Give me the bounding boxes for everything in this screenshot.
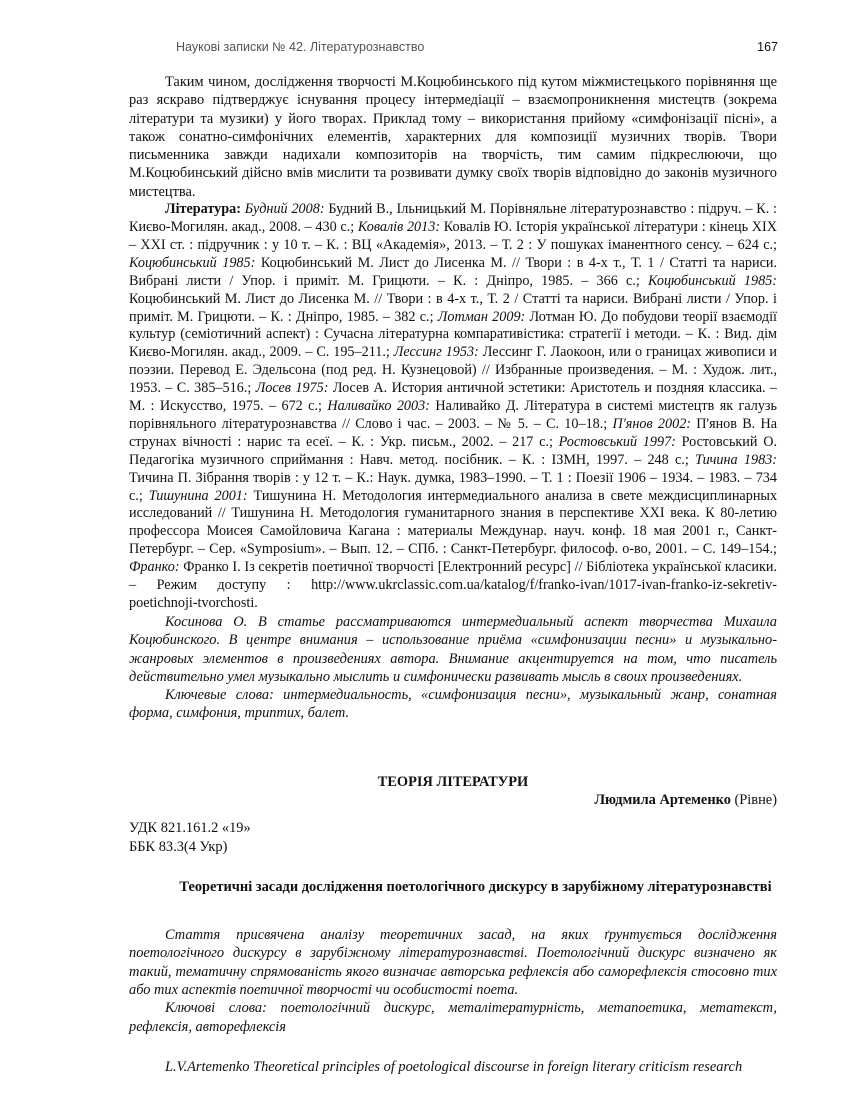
literature-list (129, 201, 777, 613)
reference-text: Лосев А. История античной эстетики: Аристотель и поздняя классика. – М. : Искусство, 1975. – 672 с.; (129, 380, 778, 415)
section-title: ТЕОРІЯ ЛІТЕРАТУРИ (377, 773, 529, 790)
reference-key: Коцюбинський 1985: (129, 254, 256, 271)
author-city: (Рівне) (734, 792, 777, 808)
reference-text: Франко І. Із секретів поетичної творчості [Електронний ресурс] // Бібліотека української класики. – Режим доступу : http://www.ukrclassic.com.ua/katalog/f/franko-ivan/1017-ivan-franko-iz-sekretiv-poetichnoji-tvorchosti. (129, 559, 778, 612)
reference-text: Лотман Ю. До побудови теорії взаємодії культур (семіотичний аспект) : Сучасна літературна компаративістика: стратегії і методи. – К. : Вид. дім Києво-Могилян. акад., 2009. – С. 195–211.; (129, 308, 777, 361)
keywords: Ключові слова: поетологічний дискурс, металітературність, метапоетика, метатекст, рефлексія, авторефлексія (129, 1000, 777, 1035)
english-title: L.V.Artemenko Theoretical principles of poetological discourse in foreign literary criticism research (165, 1058, 743, 1075)
reference-text: Коцюбинський М. Лист до Лисенка М. // Твори : в 4-х т., Т. 1 / Статті та нариси. Вибрані листи / Упор. і приміт. М. Грицюти. – К. : Дніпро, 1985. – 366 с.; (129, 254, 778, 289)
reference-key: П'янов 2002: (612, 415, 692, 432)
russian-keywords: Ключевые слова: интермедиальность, «симфонизация песни», музыкальный жанр, сонатная форма, симфония, триптих, балет. (129, 687, 777, 722)
reference-text: Лессинг Г. Лаокоон, или о границах живописи и поэзии. Перевод Е. Эдельсона (под ред. Н. Кузнецовой) // Избранные произведения. – М. : Худож. лит., 1953. – С. 385–516.; (129, 344, 778, 397)
reference-key: Ростовський 1997: (558, 433, 676, 450)
literature-label: Література: (165, 201, 241, 218)
russian-abstract: Косинова О. В статье рассматриваются интермедиальный аспект творчества Михаила Коцюбинского. В центре внимания – использование приёма «симфонизации песни» и музыкально-жанровых элементов в произведениях автора. Внимание акцентируется на том, что писатель действительно умел музыкально мыслить и симфонически развивать мысль в своих произведениях. (129, 613, 777, 685)
reference-text: Наливайко Д. Література в системі мистецтв як галузь порівняльного літературознавства // Слово і час. – 2003. – № 5. – С. 10–18.; (129, 398, 777, 432)
reference-key: Коцюбинський 1985: (647, 272, 777, 289)
conclusion-paragraph: Таким чином, дослідження творчості М.Коцюбинського під кутом міжмистецького порівняння ще раз яскраво підтверджує існування процесу інтермедіації – взаємопроникнення мистецтв (зокрема літератури та музики) у його творах. Приклад тому – використання прийому «симфонізації пісні», а також сонатно-симфонічних елементів, характерних для композиції музичних творів. Твори письменника завжди надихали композиторів на творчість, тим самим підкреслюючи, що М.Коцюбинський дійсно вмів мислити та розвивати думку своїх творів відповідно до законів музичного мистецтва. (129, 74, 777, 200)
reference-text: Тишунина Н. Методология интермедиального анализа в свете междисциплинарных исследований // Тишунина Н. Методология гуманитарного знания в перспективе XXI века. К 80-летию профессора Моисея Самойловича Кагана : материалы Междунар. науч. конф. 18 мая 2001 г., Санкт-Петербург. – Сер. «Symposium». – Вып. 12. – СПб. : Санкт-Петербург. философ. о-во, 2001. – С. 149–154.; (129, 487, 778, 558)
author-line (129, 791, 777, 809)
reference-key: Лотман 2009: (437, 308, 526, 325)
reference-key: Лессинг 1953: (393, 344, 479, 361)
reference-text: П'янов В. На струнах вічності : нарис та есеї. – К. : Укр. письм., 2002. – 217 с.; (129, 415, 778, 450)
reference-key: Тишунина 2001: (148, 487, 248, 504)
reference-key: Будний 2008: (244, 201, 325, 218)
reference-text: Ковалів Ю. Історія української літератури : кінець ХІХ – ХХІ ст. : підручник : у 10 т. – К. : ВЦ «Академія», 2013. – Т. 2 : У пошуках іманентного сенсу. – 624 с.; (129, 218, 777, 253)
author-name: Людмила Артеменко (594, 792, 731, 808)
reference-text: Будний В., Ільницький М. Порівняльне літературознавство : підруч. – К. : Києво-Могилян. акад., 2008. – 430 с.; (129, 201, 777, 235)
reference-key: Лосев 1975: (255, 380, 329, 397)
running-header (176, 40, 778, 54)
reference-text: Коцюбинський М. Лист до Лисенка М. // Твори : в 4-х т., Т. 2 / Статті та нариси. Вибрані листи / Упор. і приміт. М. Грицюти. – К. : Дніпро, 1985. – 382 с.; (129, 290, 777, 325)
page-body (129, 73, 777, 1076)
udk-code: УДК 821.161.2 «19» (129, 820, 251, 837)
journal-title: Наукові записки № 42. Літературознавство (176, 40, 425, 54)
reference-key: Тичина 1983: (695, 451, 777, 468)
reference-key: Ковалів 2013: (357, 218, 441, 235)
article-title: Теоретичні засади дослідження поетологічного дискурсу в зарубіжному літературознавстві (179, 878, 772, 895)
reference-text: Тичина П. Зібрання творів : у 12 т. – К.: Наук. думка, 1983–1990. – Т. 1 : Поезії 1906 – 1934. – 1983. – 734 с.; (129, 469, 777, 504)
reference-text: Ростовський О. Педагогіка музичного сприймання : Навч. метод. посібник. – К. : ІЗМН, 1997. – 248 с.; (129, 433, 778, 468)
reference-key: Наливайко 2003: (327, 398, 430, 415)
reference-key: Франко: (129, 559, 180, 576)
page-number: 167 (757, 40, 778, 54)
abstract: Стаття присвячена аналізу теоретичних засад, на яких ґрунтується дослідження поетологічного дискурсу в зарубіжному літературознавстві. Поетологічний дискурс визначено як такий, тематичну спрямованість якого визначає авторська рефлексія або саморефлексія стосовно тих або тих аспектів поетичної творчості чи особистості поета. (129, 927, 777, 999)
bbk-code: ББК 83.3(4 Укр) (129, 838, 228, 855)
